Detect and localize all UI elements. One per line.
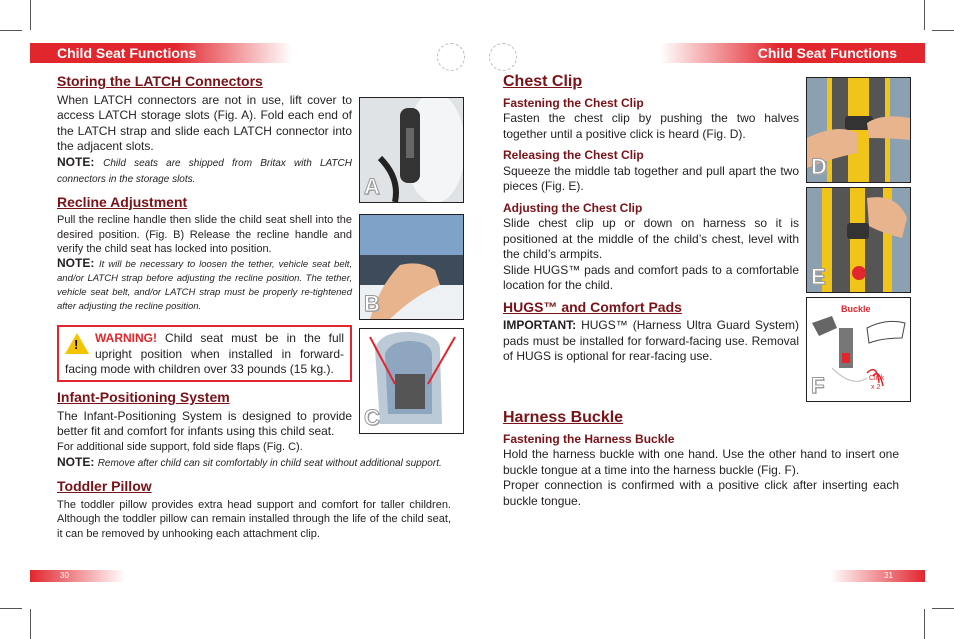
figure-d (806, 77, 911, 183)
recline-heading: Recline Adjustment (57, 193, 188, 210)
figure-f-label: F (811, 373, 825, 398)
figure-f-click-label: Click (869, 375, 885, 382)
figure-c (359, 328, 464, 434)
warning-box (57, 325, 352, 382)
figure-a-label: A (364, 174, 380, 199)
latch-heading: Storing the LATCH Connectors (57, 73, 263, 89)
releasing-chest-clip-body: Squeeze the middle tab together and pull apart the two pieces (Fig. E). (503, 163, 799, 193)
left-column-lower (57, 390, 352, 440)
recline-note-label: NOTE: (57, 255, 95, 270)
toddler-heading: Toddler Pillow (57, 478, 152, 494)
right-column-wide (503, 410, 899, 509)
harness-buckle-body-2: Proper connection is confirmed with a positive click after inserting each buckle tongue. (503, 478, 899, 508)
crop-mark (932, 608, 954, 609)
fastening-harness-buckle-heading: Fastening the Harness Buckle (503, 431, 675, 446)
infant-body-2: For additional side support, fold side flaps (Fig. C). (57, 441, 303, 453)
infant-note: Remove after child can sit comfortably in child seat without additional support. (97, 457, 442, 469)
hugs-important-label: IMPORTANT: (503, 318, 577, 332)
hugs-body: HUGS™ (Harness Ultra Guard System) pads must be installed for forward-facing use. Removal of HUGS is optional for rear-facing use. (503, 318, 799, 363)
chest-clip-heading: Chest Clip (503, 73, 583, 90)
infant-note-label: NOTE: (57, 454, 95, 469)
figure-e-label: E (811, 264, 826, 289)
right-column (503, 74, 799, 365)
page-number-right: 31 (830, 570, 925, 582)
infant-heading: Infant-Positioning System (57, 389, 230, 405)
figure-a (359, 97, 464, 203)
warning-text: Child seat must be in the full upright position when installed in forward-facing mode with children over 33 pounds (15 kg.). (65, 331, 344, 376)
crop-mark (924, 609, 925, 639)
crop-mark (932, 30, 954, 31)
adjusting-chest-clip-heading: Adjusting the Chest Clip (503, 200, 643, 215)
harness-buckle-heading: Harness Buckle (503, 409, 624, 426)
figure-f (806, 297, 911, 402)
crop-mark (30, 609, 31, 639)
fastening-chest-clip-body: Fasten the chest clip by pushing the two halves together until a positive click is heard (Fig. D). (503, 111, 799, 141)
warning-icon: ! (65, 333, 89, 354)
figure-b-label: B (364, 291, 380, 316)
crop-mark (924, 0, 925, 30)
adjusting-chest-clip-body: Slide chest clip up or down on harness so it is positioned at the middle of the child’s chest, level with the child’s armpits. (503, 216, 799, 261)
recline-note: It will be necessary to loosen the tether, vehicle seat belt, and/or LATCH strap before adjusting the recline position. The tether, vehicle seat belt, and/or LATCH strap must be properly re-tightened after adjusting the recline position. (57, 258, 352, 312)
hugs-heading: HUGS™ and Comfort Pads (503, 298, 682, 315)
warning-label: WARNING! (95, 331, 157, 345)
page-header-left: Child Seat Functions (30, 43, 292, 63)
page-header-right: Child Seat Functions (660, 43, 925, 63)
latch-body: When LATCH connectors are not in use, lift cover to access LATCH storage slots (Fig. A). Fold each end of the LATCH strap and slide each LATCH connector into the adjacent slots. (57, 92, 352, 153)
figure-e (806, 187, 911, 293)
recline-body: Pull the recline handle then slide the child seat shell into the desired position. (Fig. B) Release the recline handle and verify the child seat has locked into position. (57, 214, 352, 255)
figure-b (359, 214, 464, 320)
toddler-body: The toddler pillow provides extra head support and comfort for taller children. Although the toddler pillow can remain installed through the life of the child seat, it can be removed by unhooking each attachment clip. (57, 498, 451, 540)
crop-mark (0, 30, 22, 31)
fastening-chest-clip-heading: Fastening the Chest Clip (503, 95, 644, 110)
adjusting-chest-clip-body-2: Slide HUGS™ pads and comfort pads to a comfortable location for the child. (503, 262, 799, 292)
page-number-left: 30 (30, 570, 125, 582)
harness-buckle-body: Hold the harness buckle with one hand. Use the other hand to insert one buckle tongue at a time into the harness buckle (Fig. F). (503, 447, 899, 477)
crop-mark (30, 0, 31, 30)
infant-body: The Infant-Positioning System is designed to provide better fit and comfort for infants using this child seat. (57, 408, 352, 438)
left-column (57, 74, 352, 313)
latch-note-label: NOTE: (57, 154, 95, 169)
registration-mark (489, 43, 517, 71)
figure-f-buckle-label: Buckle (841, 304, 871, 314)
figure-f-x2-label: x 2 (871, 384, 881, 391)
left-column-wide (57, 440, 451, 541)
crop-mark (0, 608, 22, 609)
registration-mark (437, 43, 465, 71)
figure-c-label: C (364, 405, 380, 430)
releasing-chest-clip-heading: Releasing the Chest Clip (503, 148, 644, 162)
figure-d-label: D (811, 154, 827, 179)
latch-note: Child seats are shipped from Britax with LATCH connectors in the storage slots. (57, 157, 352, 185)
